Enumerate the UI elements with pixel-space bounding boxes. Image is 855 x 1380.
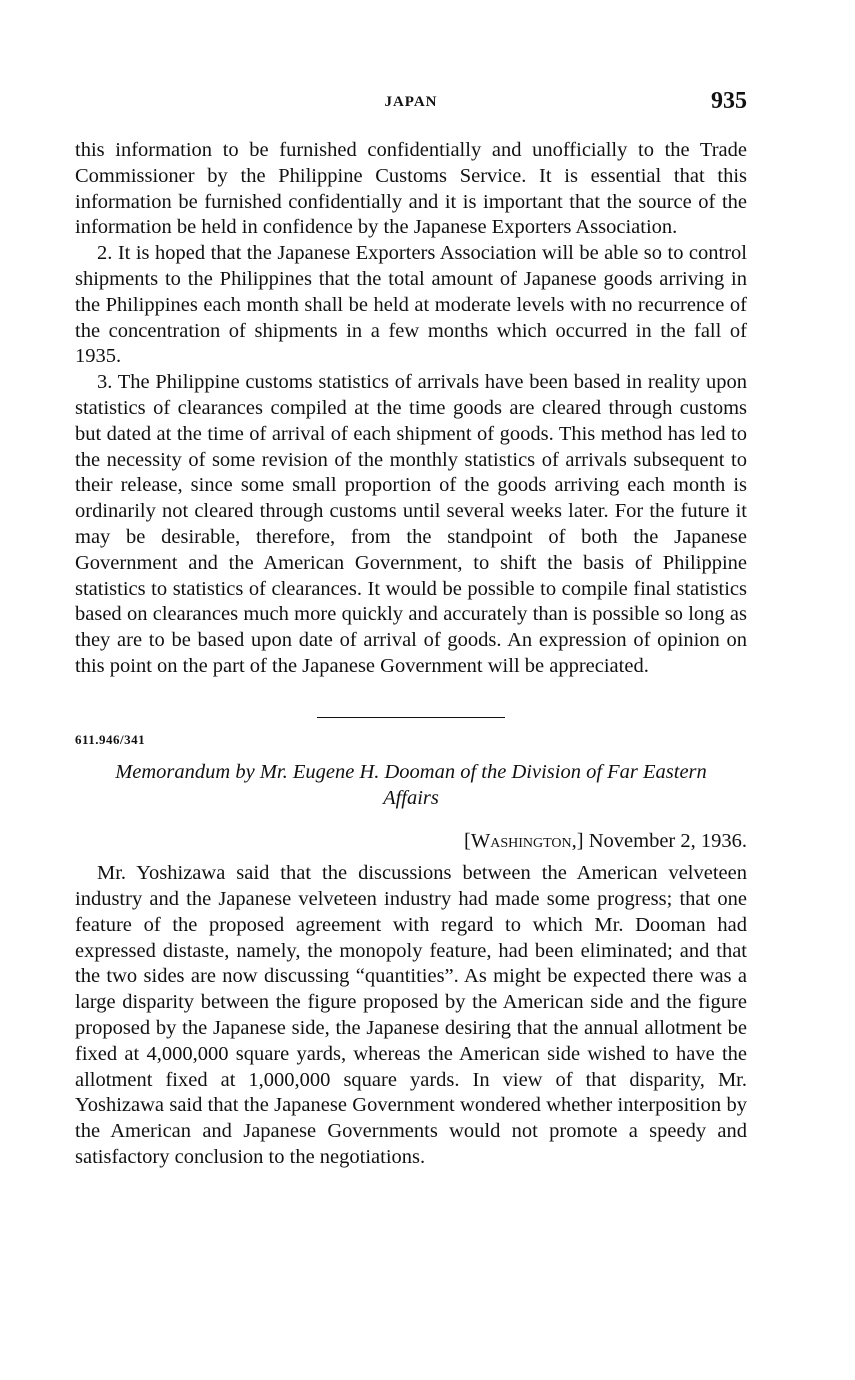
paragraph-3: 3. The Philippine customs statistics of arrivals have been based in reality upon statistics of clearances compiled at the time goods are cleared through customs but dated at the time of arrival of each shipment of goods. This method has led to the necessity of some revision of the monthly statistics of arrivals subsequent to their release, since some small proportion of the goods arriving each month is ordinarily not cleared through customs until several weeks later. For the future it may be desirable, therefore, from the standpoint of both the Japanese Government and the American Government, to shift the basis of Philippine statistics to statistics of clearances. It would be possible to compile final statistics based on clearances much more quickly and accurately than is possible so long as they are to be based upon date of arrival of goods. An expression of opinion on this point on the part of the Japanese Government will be appreciated. — [75, 371, 747, 677]
paragraph-continuation: this information to be furnished confidentially and unofficially to the Trade Commissioner by the Philippine Customs Service. It is essential that this information be furnished confidentially and it is important that the source of the information be held in confidence by the Japanese Exporters Association. — [75, 139, 747, 239]
dateline — [75, 829, 747, 855]
memo-body — [75, 861, 747, 1171]
section-divider — [317, 717, 505, 718]
body-text — [75, 138, 747, 680]
memo-paragraph: Mr. Yoshizawa said that the discussions between the American velveteen industry and the Japanese velveteen industry had made some progress; that one feature of the proposed agreement with regard to which Mr. Dooman had expressed distaste, namely, the monopoly feature, had been eliminated; and that the two sides are now discussing “quantities”. As might be expected there was a large disparity between the figure proposed by the American side and the figure proposed by the Japanese side, the Japanese desiring that the annual allotment be fixed at 4,000,000 square yards, whereas the American side wished to have the allotment fixed at 1,000,000 square yards. In view of that disparity, Mr. Yoshizawa said that the Japanese Government wondered whether interposition by the American and Japanese Governments would not promote a speedy and satisfactory conclusion to the negotiations. — [75, 862, 747, 1168]
paragraph-2: 2. It is hoped that the Japanese Exporters Association will be able so to control shipments to the Philippines that the total amount of Japanese goods arriving in the Philippines each month shall be held at moderate levels with no recurrence of the concentration of shipments in a few months which occurred in the fall of 1935. — [75, 242, 747, 368]
running-title: JAPAN — [384, 94, 438, 110]
dateline-place: [Washington,] — [464, 830, 584, 853]
running-head — [75, 88, 747, 124]
page-number: 935 — [711, 88, 747, 114]
document-page — [75, 88, 747, 1171]
memo-title: Memorandum by Mr. Eugene H. Dooman of the Division of Far Eastern Affairs — [115, 760, 707, 809]
file-number: 611.946/341 — [75, 731, 146, 747]
dateline-date: November 2, 1936. — [588, 830, 747, 853]
